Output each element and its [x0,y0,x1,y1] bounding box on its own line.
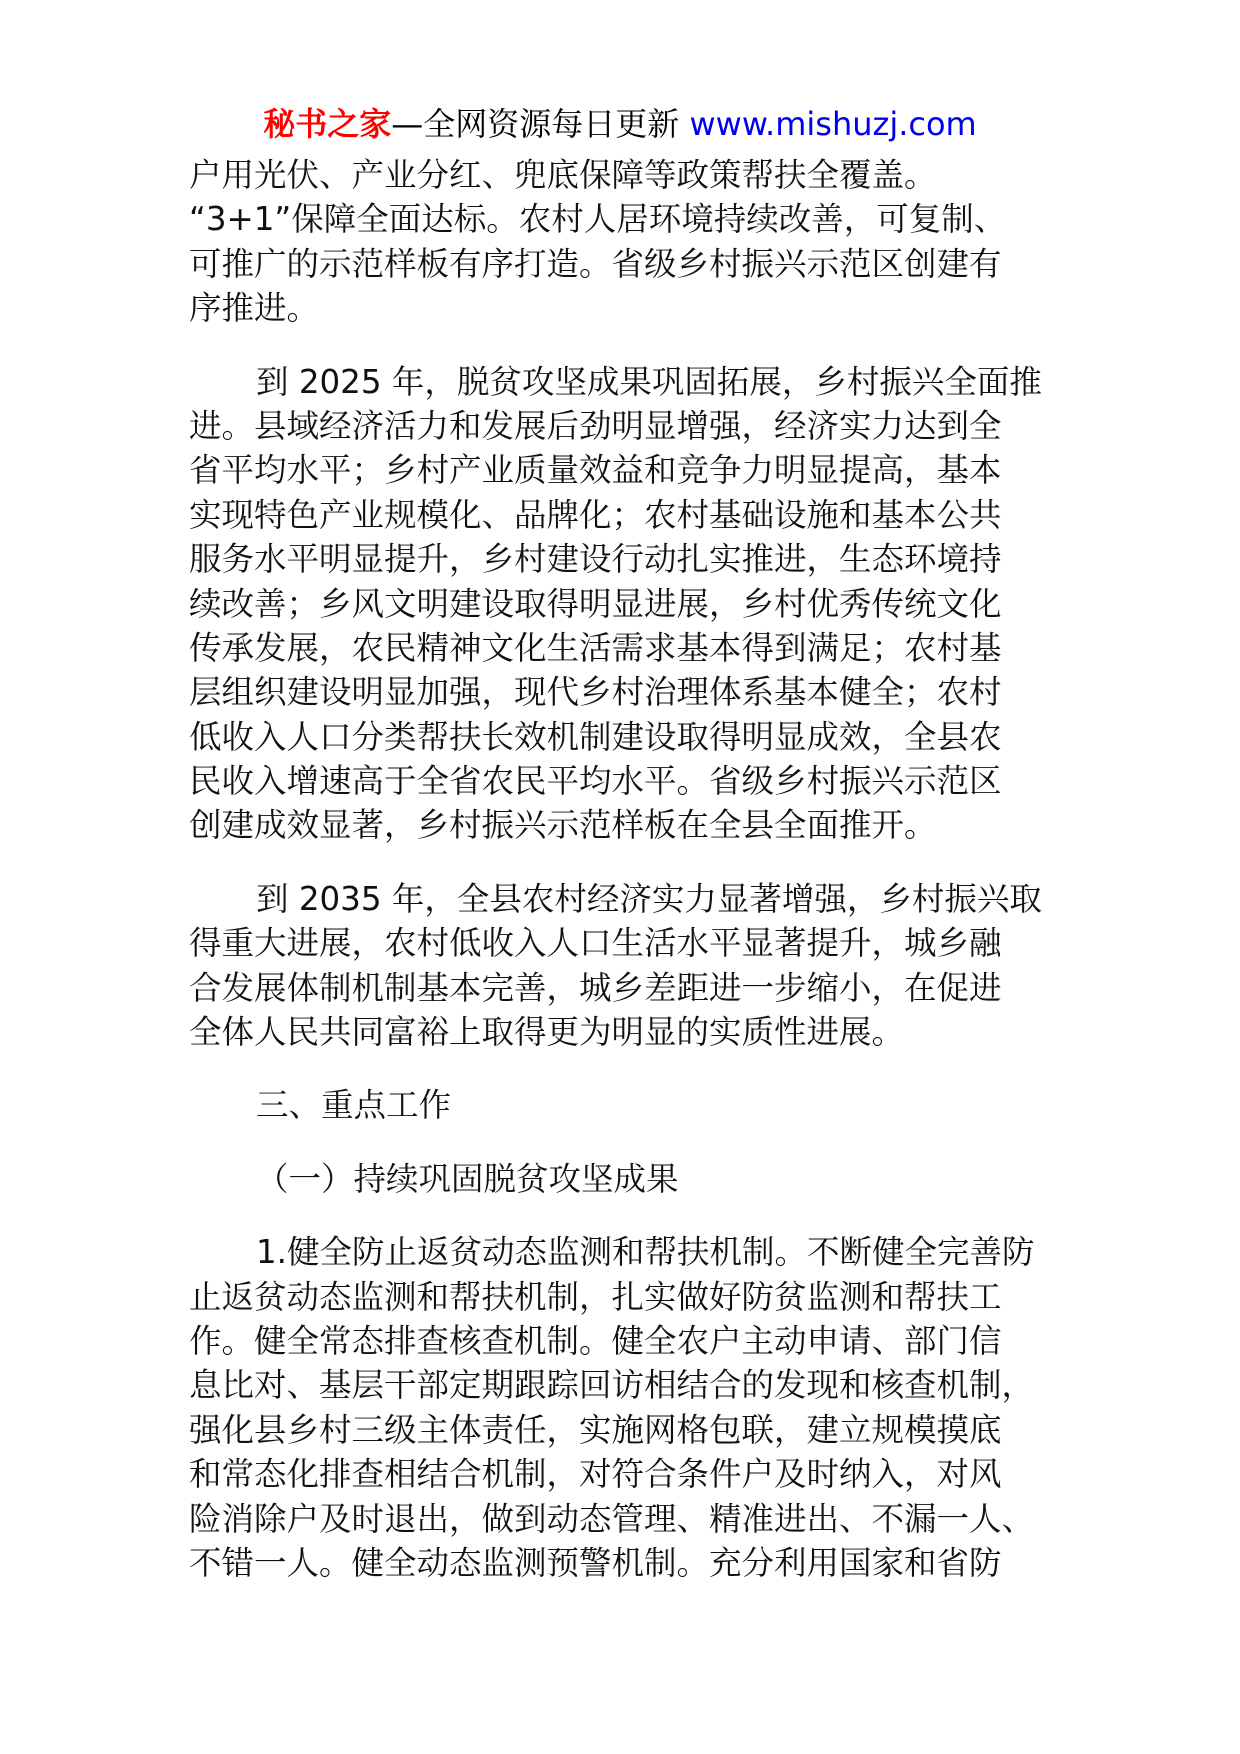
paragraph [189,360,1069,848]
text-line: 可推广的示范样板有序打造。省级乡村振兴示范区创建有 [189,244,1002,283]
text-line: 到 2025 年，脱贫攻坚成果巩固拓展，乡村振兴全面推 [256,362,1042,401]
text-line: 险消除户及时退出，做到动态管理、精准进出、不漏一人、 [189,1499,1035,1538]
text-line: 合发展体制机制基本完善，城乡差距进一步缩小，在促进 [189,968,1002,1007]
text-line: 服务水平明显提升，乡村建设行动扎实推进，生态环境持 [189,540,1002,579]
text-line: 实现特色产业规模化、品牌化；农村基础设施和基本公共 [189,495,1002,534]
text-line: 止返贫动态监测和帮扶机制，扎实做好防贫监测和帮扶工 [189,1277,1002,1316]
text-line: 层组织建设明显加强，现代乡村治理体系基本健全；农村 [189,673,1002,712]
header-tagline: —全网资源每日更新 [391,105,690,143]
watermark-header [0,102,1240,146]
text-line: 传承发展，农民精神文化生活需求基本得到满足；农村基 [189,628,1002,667]
text-line: 序推进。 [189,289,320,328]
text-line: 户用光伏、产业分红、兜底保障等政策帮扶全覆盖。 [189,156,937,194]
text-line: 进。县域经济活力和发展后劲明显增强，经济实力达到全 [189,406,1002,445]
brand-name: 秘书之家 [263,105,392,143]
text-line: 低收入人口分类帮扶长效机制建设取得明显成效，全县农 [189,717,1002,756]
text-line: 创建成效显著，乡村振兴示范样板在全县全面推开。 [189,806,937,845]
text-line: 民收入增速高于全省农民平均水平。省级乡村振兴示范区 [189,762,1002,801]
text-line: 到 2035 年，全县农村经济实力显著增强，乡村振兴取 [256,879,1042,918]
paragraph [189,1230,1069,1585]
paragraph [189,153,1069,331]
text-line: 省平均水平；乡村产业质量效益和竞争力明显提高，基本 [189,451,1002,490]
text-line: 息比对、基层干部定期跟踪回访相结合的发现和核查机制， [189,1366,1035,1405]
text-line: 强化县乡村三级主体责任，实施网格包联，建立规模摸底 [189,1410,1002,1449]
text-line: 1.健全防止返贫动态监测和帮扶机制。不断健全完善防 [256,1233,1035,1272]
text-line: 三、重点工作 [256,1086,452,1125]
paragraph [189,1157,1069,1201]
text-line: 不错一人。健全动态监测预警机制。充分利用国家和省防 [189,1543,1002,1582]
text-line: “3+1”保障全面达标。农村人居环境持续改善，可复制、 [189,200,1007,239]
text-line: 续改善；乡风文明建设取得明显进展，乡村优秀传统文化 [189,584,1002,623]
paragraph [189,877,1069,1055]
text-line: 全体人民共同富裕上取得更为明显的实质性进展。 [189,1013,905,1052]
document-body [189,153,1069,1614]
text-line: （一）持续巩固脱贫攻坚成果 [256,1159,679,1198]
text-line: 得重大进展，农村低收入人口生活水平显著提升，城乡融 [189,924,1002,963]
text-line: 作。健全常态排查核查机制。健全农户主动申请、部门信 [189,1321,1002,1360]
text-line: 和常态化排查相结合机制，对符合条件户及时纳入，对风 [189,1455,1002,1494]
paragraph [189,1083,1069,1127]
website-link[interactable]: www.mishuzj.com [689,105,977,143]
